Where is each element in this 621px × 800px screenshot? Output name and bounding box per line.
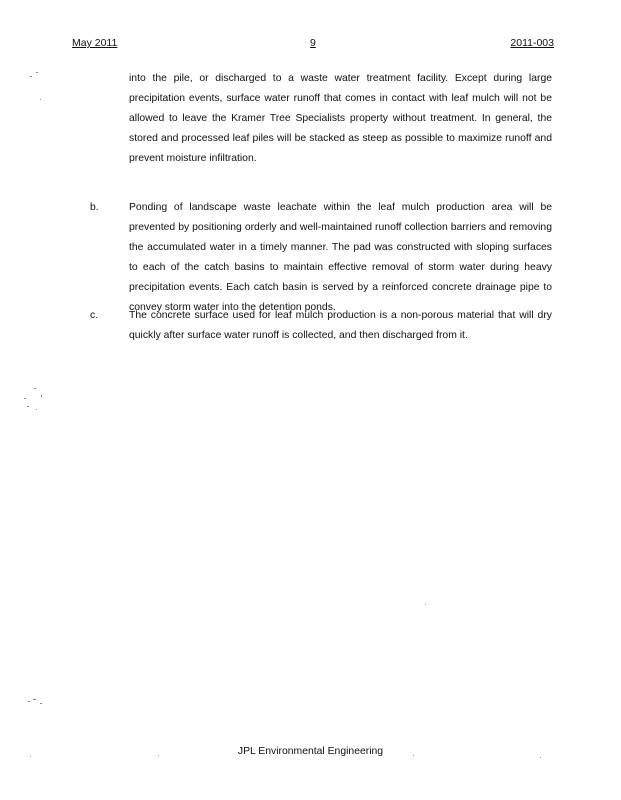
scan-speck [41,395,42,397]
item-b-label: b. [90,202,99,213]
header-date: May 2011 [72,37,118,49]
scan-speck [24,398,26,399]
page-footer: JPL Environmental Engineering [237,746,384,757]
scan-speck [27,406,29,407]
scan-speck [413,755,414,756]
item-c-label: c. [90,310,99,321]
scan-speck [425,604,426,605]
scan-speck [33,699,36,700]
scan-speck [34,388,36,389]
header-page-number: 9 [310,37,316,49]
scan-speck [30,756,31,757]
scan-speck [158,755,159,756]
scan-speck [28,701,30,702]
scan-speck [540,757,541,758]
scan-speck [36,409,37,410]
scan-speck [30,76,32,77]
scan-speck [36,72,38,73]
header-document-number: 2011-003 [510,37,554,49]
scan-speck [40,703,42,704]
page-header [72,37,554,51]
continued-paragraph: into the pile, or discharged to a waste water treatment facility. Except during large precipitation events, surface water runoff that comes in contact with leaf mulch will not be allowed to leave the Kramer Tree Specialists property without treatment. In general, the stored and processed leaf piles will be stacked as steep as possible to maximize runoff and prevent moisture infiltration. [129,73,552,164]
item-b-text: Ponding of landscape waste leachate within the leaf mulch production area will be prevented by positioning orderly and well-maintained runoff collection barriers and removing the accumulated water in a timely manner. The pad was constructed with sloping surfaces to each of the catch basins to maintain effective removal of storm water during heavy precipitation events. Each catch basin is served by a reinforced concrete drainage pipe to convey storm water into the detention ponds. [129,202,552,313]
scan-speck [40,99,41,100]
item-c-text: The concrete surface used for leaf mulch production is a non-porous material that will dry quickly after surface water runoff is collected, and then discharged from it. [129,310,552,341]
